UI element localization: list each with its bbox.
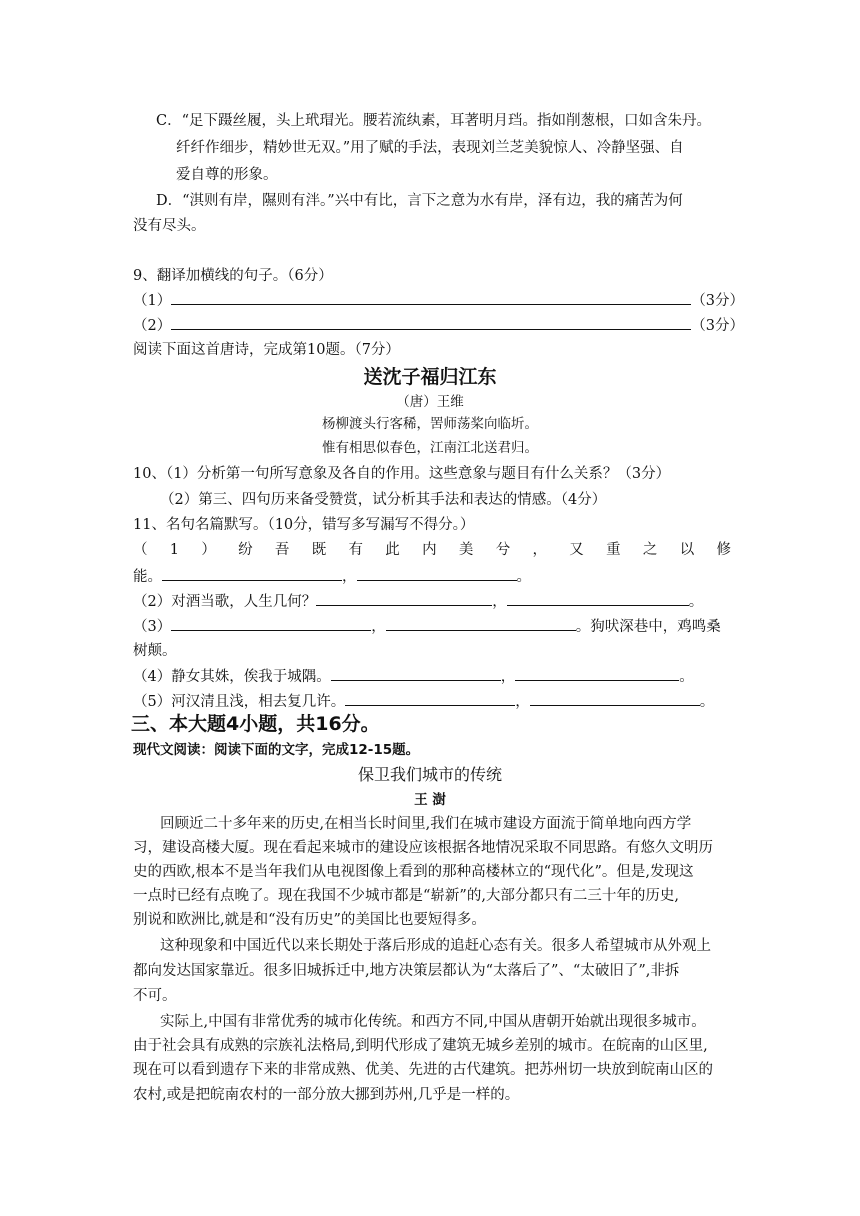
q11-item3	[133, 616, 721, 637]
q9-item1-score: （3分）	[691, 293, 744, 309]
q8-option-c-line3: 爱自尊的形象。	[176, 167, 278, 183]
article-p2-line1: 这种现象和中国近代以来长期处于落后形成的追赶心态有关。很多人希望城市从外观上	[160, 938, 711, 954]
article-title: 保卫我们城市的传统	[357, 765, 502, 784]
q11-item5	[133, 691, 714, 712]
q11-item4-prefix: （4）静女其姝，俟我于城隅。	[133, 669, 331, 685]
q9-item2-answer-line[interactable]	[171, 315, 691, 330]
q8-option-c-line2: 纤纤作细步，精妙世无双。”用了赋的手法，表现刘兰芝美貌惊人、冷静坚强、自	[176, 140, 684, 156]
article-p2-line3: 不可。	[133, 988, 177, 1004]
q9-item1-label: （1）	[133, 293, 172, 309]
q9-item2	[133, 315, 744, 336]
poem-intro: 阅读下面这首唐诗，完成第10题。（7分）	[133, 342, 400, 358]
q11-item3-blank-b[interactable]	[386, 616, 576, 631]
q11-item2-prefix: （2）对酒当歌，人生几何？	[133, 594, 317, 610]
q9-item2-label: （2）	[133, 318, 172, 334]
article-p3-line1: 实际上,中国有非常优秀的城市化传统。和西方不同,中国从唐朝开始就出现很多城市。	[160, 1014, 706, 1030]
q9-item1	[133, 290, 744, 311]
q8-option-d-line1: D．“淇则有岸，隰则有泮。”兴中有比，言下之意为水有岸，泽有边，我的痛苦为何	[156, 193, 683, 209]
q11-item5-blank-a[interactable]	[345, 691, 515, 706]
section-3-instruction: 现代文阅读：阅读下面的文字，完成12-15题。	[133, 742, 420, 758]
article-p3-line2: 由于社会具有成熟的宗族礼法格局,到明代形成了建筑无城乡差别的城市。在皖南的山区里,	[133, 1038, 708, 1054]
poem-title: 送沈子福归江东	[363, 366, 497, 388]
q11-item1-blank-b[interactable]	[357, 566, 517, 581]
q11-item3-blank-a[interactable]	[171, 616, 371, 631]
q11-item1-line1: （1）纷吾既有此内美兮，又重之以修	[133, 542, 731, 558]
q8-option-d-line2: 没有尽头。	[133, 218, 206, 234]
article-p1-line1: 回顾近二十多年来的历史,在相当长时间里,我们在城市建设方面流于简单地向西方学	[160, 816, 692, 832]
article-p3-line3: 现在可以看到遗存下来的非常成熟、优美、先进的古代建筑。把苏州切一块放到皖南山区的	[133, 1062, 713, 1078]
q9-item2-score: （3分）	[691, 318, 744, 334]
q11-item5-period: 。	[699, 694, 715, 710]
q9-title: 9、翻译加横线的句子。（6分）	[133, 268, 333, 284]
q11-item3-prefix: （3）	[133, 619, 172, 635]
article-p1-line3: 史的西欧,根本不是当年我们从电视图像上看到的那种高楼林立的“现代化”。但是,发现这	[133, 864, 694, 880]
article-p3-line4: 农村,或是把皖南农村的一部分放大挪到苏州,几乎是一样的。	[133, 1087, 520, 1103]
q11-item5-comma: ，	[515, 694, 530, 710]
q11-item3-suffix: 。狗吠深巷中，鸡鸣桑	[575, 619, 721, 635]
q11-title: 11、名句名篇默写。（10分，错写多写漏写不得分。）	[133, 517, 475, 533]
q11-item2-blank-b[interactable]	[507, 591, 689, 606]
article-p1-line5: 别说和欧洲比,就是和“没有历史”的美国比也要短得多。	[133, 912, 486, 928]
article-p2-line2: 都向发达国家靠近。很多旧城拆迁中,地方决策层都认为“太落后了”、“太破旧了”,非拆	[133, 963, 680, 979]
q11-item1-comma: ，	[342, 569, 357, 585]
q10-part1: 10、（1）分析第一句所写意象及各自的作用。这些意象与题目有什么关系？（3分）	[133, 466, 671, 482]
q11-item5-prefix: （5）河汉清且浅，相去复几许。	[133, 694, 346, 710]
poem-line-2: 惟有相思似春色，江南江北送君归。	[322, 440, 538, 456]
q11-item1-line2	[133, 566, 531, 587]
q8-option-c-line1: C．“足下蹑丝履，头上玳瑁光。腰若流纨素，耳著明月珰。指如削葱根，口如含朱丹。	[156, 113, 712, 129]
q11-item3-line2: 树颠。	[133, 643, 177, 659]
q11-item4-comma: ，	[500, 669, 516, 685]
article-p1-line4: 一点时已经有点晚了。现在我国不少城市都是“崭新”的,大部分都只有二三十年的历史,	[133, 888, 680, 904]
q11-item5-blank-b[interactable]	[530, 691, 700, 706]
article-p1-line2: 习，建设高楼大厦。现在看起来城市的建设应该根据各地情况采取不同思路。有悠久文明历	[133, 840, 713, 856]
q11-item4-blank-a[interactable]	[331, 666, 501, 681]
q11-item4-blank-b[interactable]	[515, 666, 679, 681]
q11-item2-blank-a[interactable]	[316, 591, 492, 606]
poem-line-1: 杨柳渡头行客稀，罟师荡桨向临圻。	[322, 416, 538, 432]
article-author: 王 澍	[414, 792, 446, 808]
q11-item1-period: 。	[516, 569, 531, 585]
poem-author: （唐）王维	[396, 394, 464, 410]
q10-part2: （2）第三、四句历来备受赞赏，试分析其手法和表达的情感。（4分）	[160, 492, 607, 508]
q11-item3-comma: ，	[371, 619, 386, 635]
q11-item2-comma: ，	[492, 594, 507, 610]
q9-item1-answer-line[interactable]	[171, 290, 691, 305]
q11-item1-prefix: 能。	[133, 569, 162, 585]
q11-item4	[133, 666, 694, 687]
q11-item1-blank-a[interactable]	[162, 566, 342, 581]
q11-item2	[133, 591, 703, 612]
q11-item4-period: 。	[679, 669, 694, 685]
q11-item2-period: 。	[688, 594, 704, 610]
section-3-heading: 三、本大题4小题，共16分。	[131, 713, 380, 735]
